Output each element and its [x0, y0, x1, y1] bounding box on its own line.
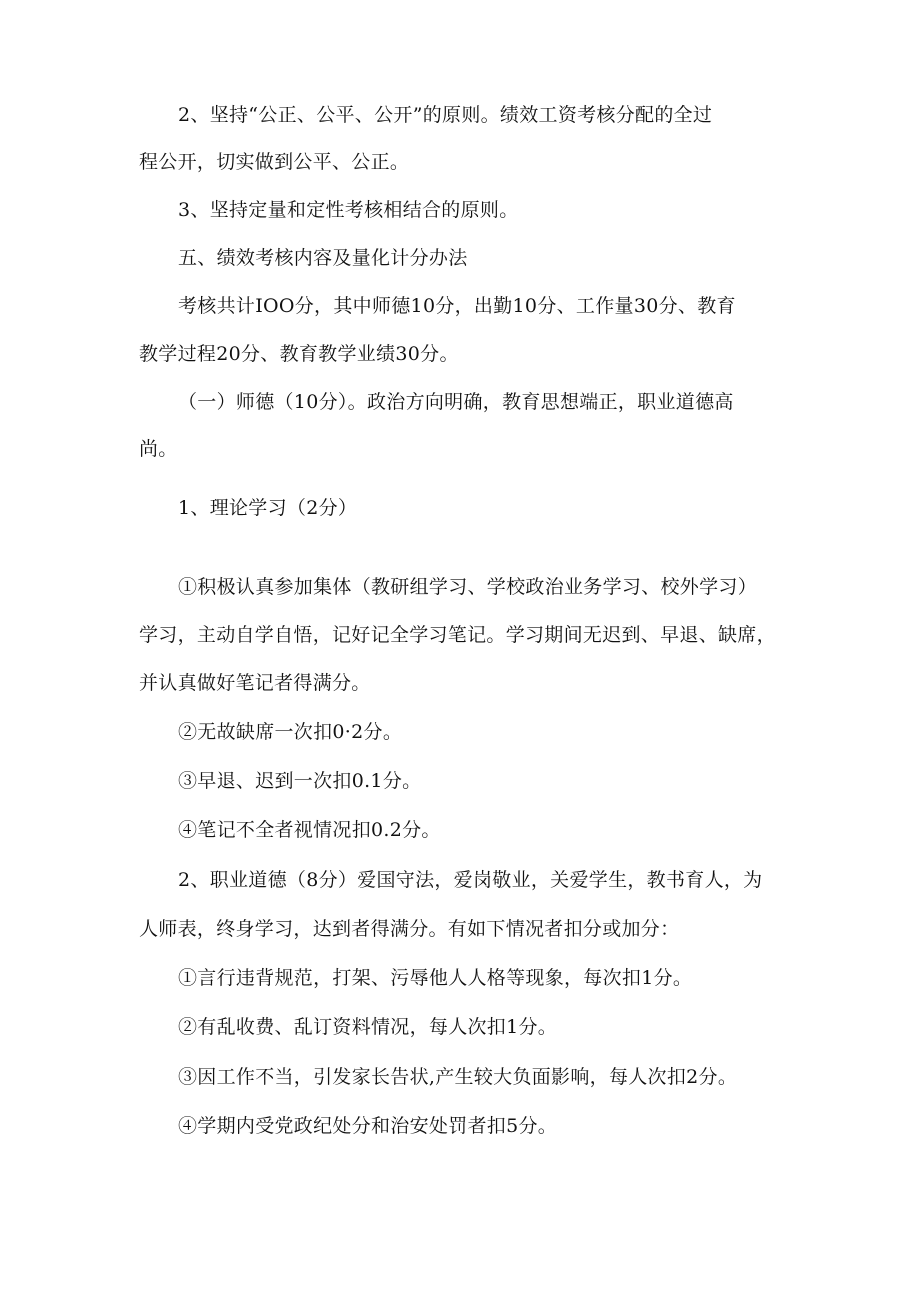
text-line-study-2: ②无故缺席一次扣0·2分。: [178, 721, 403, 743]
text-line-principle-3: 3、坚持定量和定性考核相结合的原则。: [178, 199, 519, 221]
text-line-ethics-cont: 人师表，终身学习，达到者得满分。有如下情况者扣分或加分：: [139, 918, 680, 940]
text-line-ethics-3: ③因工作不当，引发家长告状,产生较大负面影响，每人次扣2分。: [178, 1066, 738, 1088]
text-line-study-1-cont2: 并认真做好笔记者得满分。: [139, 672, 371, 694]
item-heading-professional-ethics: 2、职业道德（8分）爱国守法，爱岗敬业，关爱学生，教书育人，为: [178, 869, 763, 891]
text-line-principle-2-cont: 程公开，切实做到公平、公正。: [139, 151, 410, 173]
text-line-ethics-2: ②有乱收费、乱订资料情况，每人次扣1分。: [178, 1016, 558, 1038]
text-line-study-1-cont: 学习，主动自学自悟，记好记全学习笔记。学习期间无迟到、早退、缺席，: [139, 624, 776, 646]
text-line-ethics-1: ①言行违背规范，打架、污辱他人人格等现象，每次扣1分。: [178, 967, 693, 989]
text-line-study-1: ①积极认真参加集体（教研组学习、学校政治业务学习、校外学习）: [178, 576, 758, 598]
text-line-principle-2: 2、坚持“公正、公平、公开”的原则。绩效工资考核分配的全过: [178, 104, 713, 126]
text-line-score-total-cont: 教学过程20分、教育教学业绩30分。: [139, 343, 459, 365]
text-line-study-3: ③早退、迟到一次扣0.1分。: [178, 770, 422, 792]
subsection-heading-ethics-cont: 尚。: [139, 438, 178, 460]
text-line-study-4: ④笔记不全者视情况扣0.2分。: [178, 819, 441, 841]
section-heading-5: 五、绩效考核内容及量化计分办法: [178, 247, 468, 269]
subsection-heading-ethics: （一）师德（10分）。政治方向明确，教育思想端正，职业道德高: [178, 391, 734, 413]
text-line-ethics-4: ④学期内受党政纪处分和治安处罚者扣5分。: [178, 1115, 558, 1137]
item-heading-theory-study: 1、理论学习（2分）: [178, 497, 358, 519]
text-line-score-total: 考核共计IOO分，其中师德10分，出勤10分、工作量30分、教育: [178, 295, 736, 317]
